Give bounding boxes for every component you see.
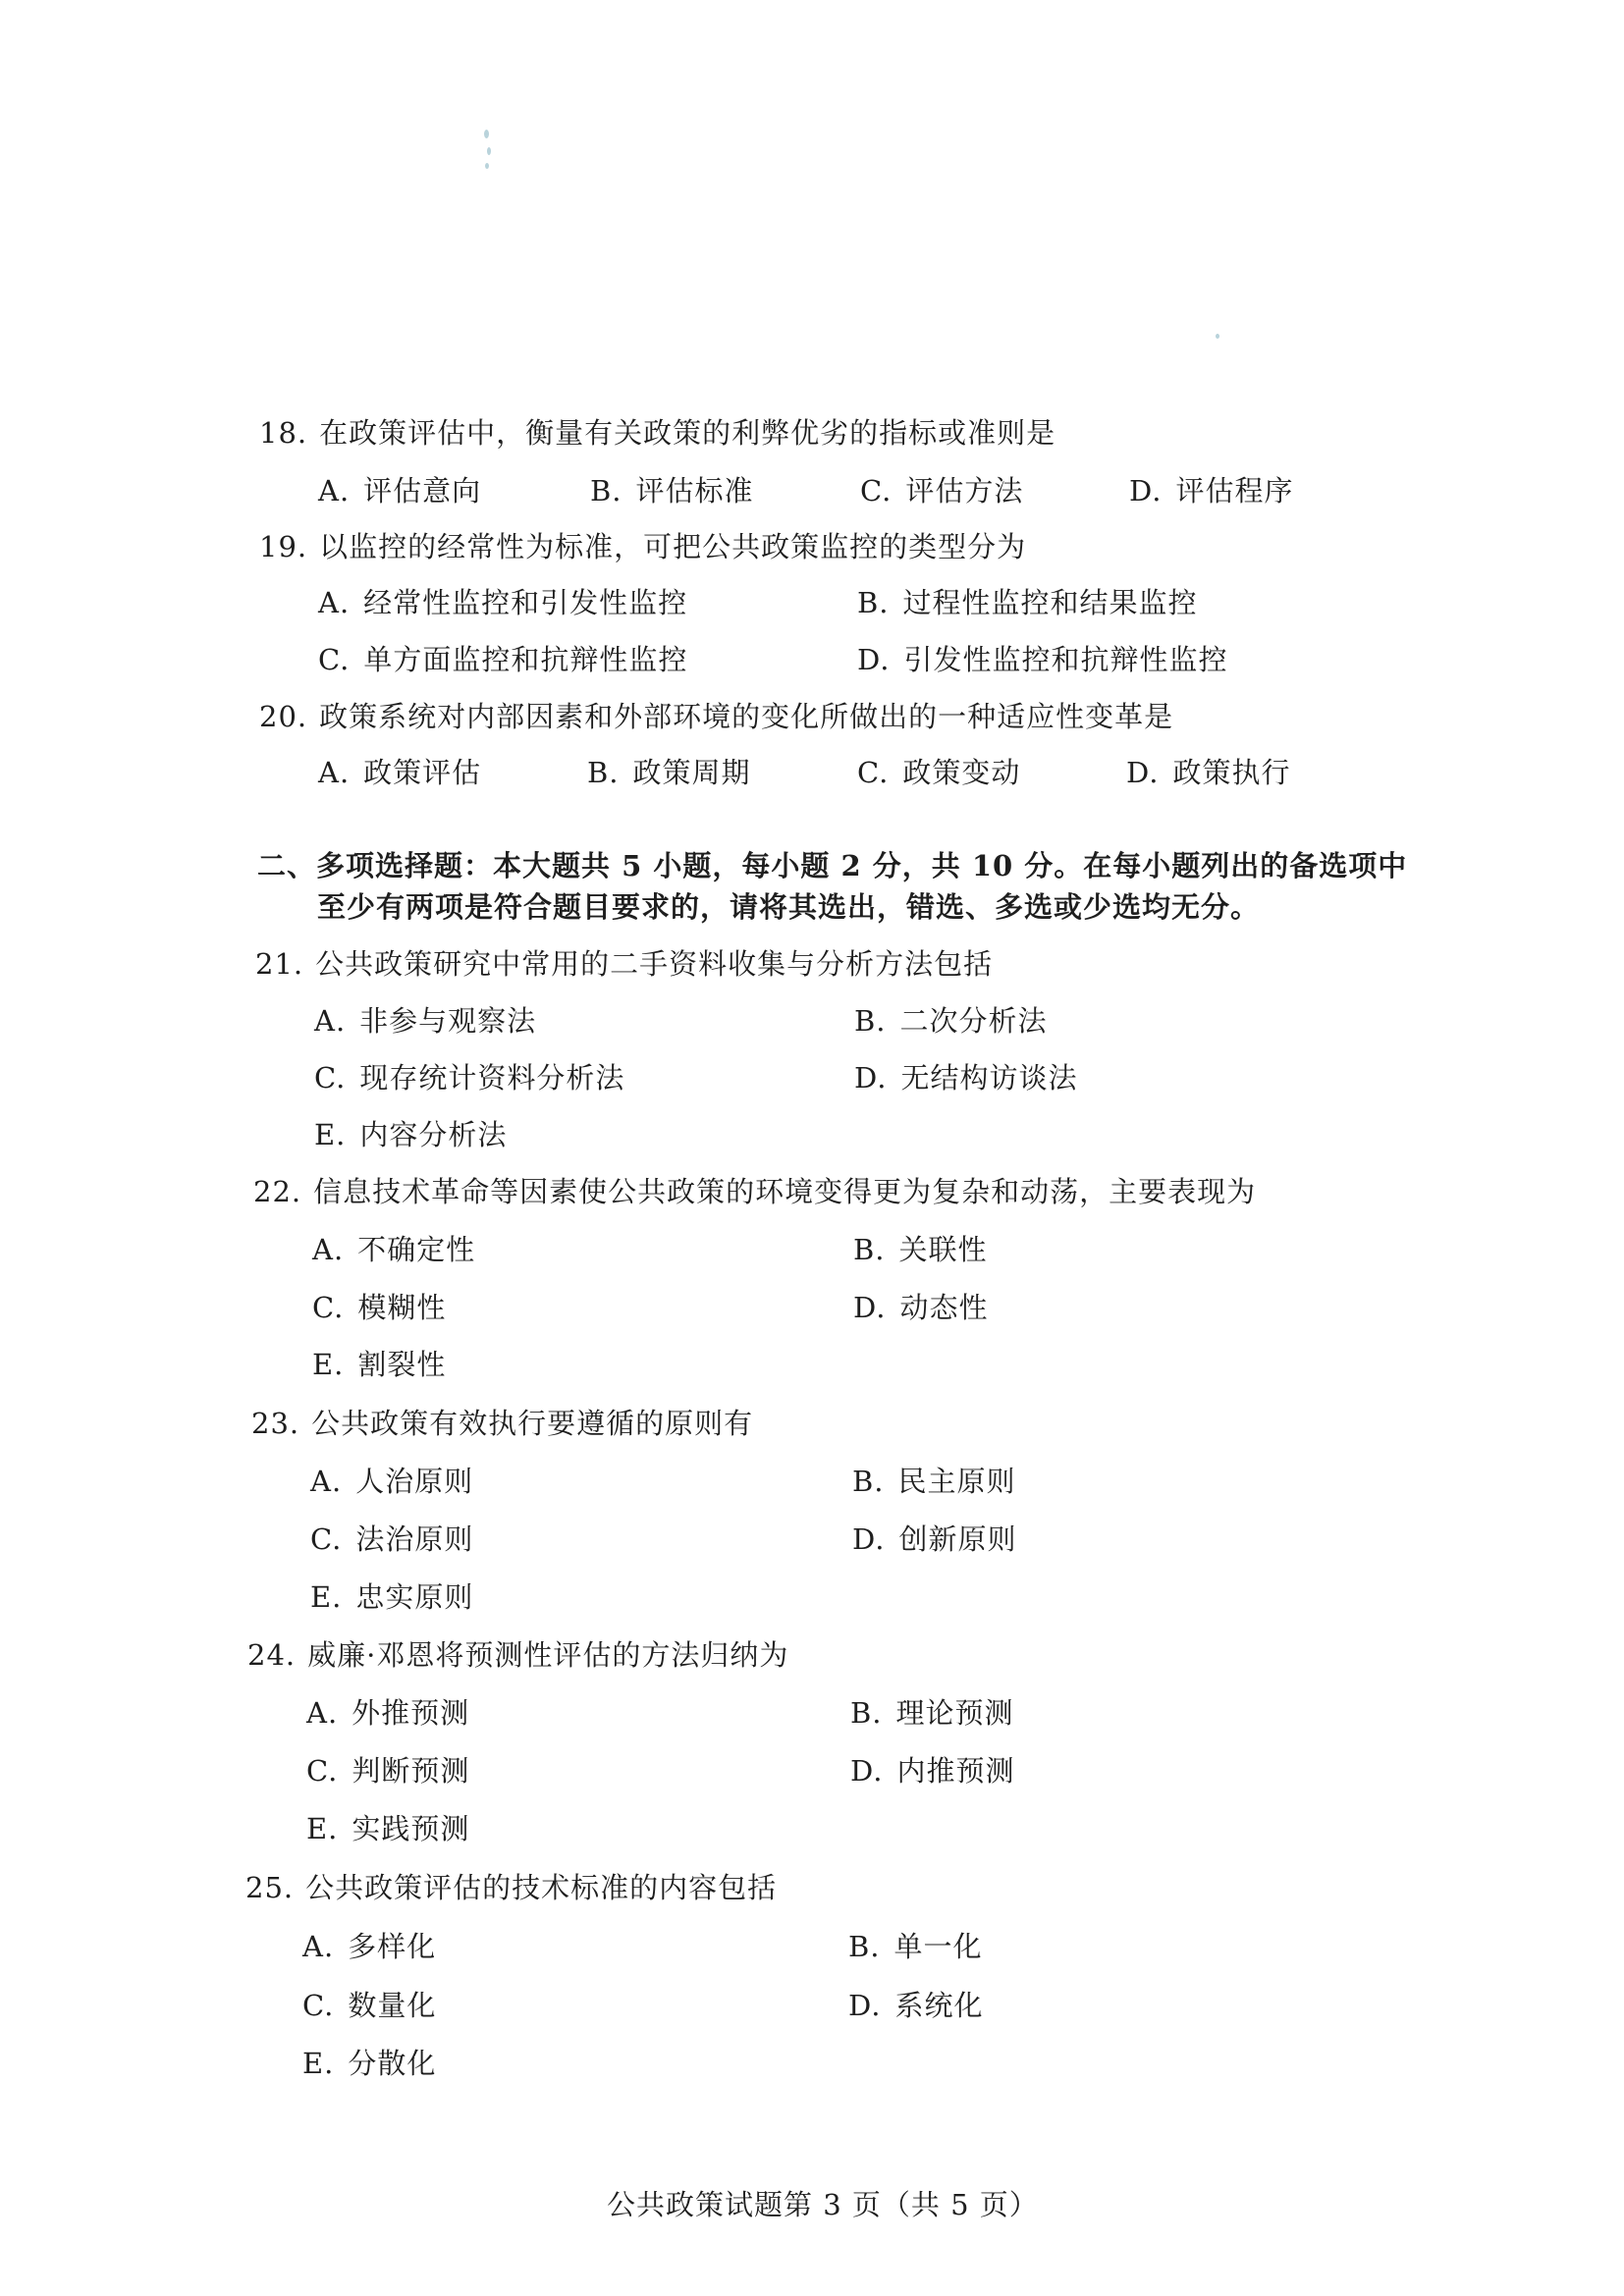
option-18-a — [318, 471, 481, 510]
question-25 — [245, 1868, 777, 1907]
option-25-d — [848, 1986, 983, 2025]
option-letter: C. — [312, 1291, 345, 1324]
option-19-c — [318, 640, 687, 679]
option-text: 经常性监控和引发性监控 — [363, 586, 688, 619]
question-text: 公共政策有效执行要遵循的原则有 — [311, 1407, 754, 1440]
option-letter: B. — [848, 1930, 881, 1963]
option-text: 内推预测 — [896, 1754, 1015, 1788]
scan-speck — [485, 163, 489, 169]
option-letter: A. — [302, 1930, 335, 1963]
option-text: 政策周期 — [632, 756, 751, 789]
option-letter: A. — [312, 1233, 345, 1266]
option-letter: B. — [587, 756, 620, 789]
question-text: 在政策评估中，衡量有关政策的利弊优劣的指标或准则是 — [319, 416, 1056, 450]
option-text: 实践预测 — [352, 1812, 470, 1845]
option-letter: D. — [850, 1754, 884, 1788]
question-text: 政策系统对内部因素和外部环境的变化所做出的一种适应性变革是 — [319, 700, 1174, 733]
option-letter: D. — [854, 1061, 888, 1095]
option-letter: E. — [314, 1118, 347, 1151]
option-text: 评估意向 — [363, 474, 482, 507]
option-20-a — [318, 753, 481, 792]
option-text: 无结构访谈法 — [900, 1061, 1078, 1095]
question-text: 公共政策评估的技术标准的内容包括 — [305, 1871, 778, 1904]
question-text: 公共政策研究中常用的二手资料收集与分析方法包括 — [315, 947, 994, 981]
option-25-c — [302, 1986, 436, 2025]
option-18-d — [1129, 471, 1293, 510]
question-21 — [255, 944, 993, 984]
option-24-b — [850, 1693, 1014, 1733]
section-heading-line-2: 至少有两项是符合题目要求的，请将其选出，错选、多选或少选均无分。 — [317, 890, 1261, 924]
option-letter: C. — [860, 474, 893, 507]
option-text: 评估方法 — [905, 474, 1024, 507]
option-text: 外推预测 — [352, 1696, 470, 1730]
option-22-e — [312, 1345, 446, 1384]
option-text: 现存统计资料分析法 — [359, 1061, 625, 1095]
scan-speck — [1216, 334, 1219, 339]
option-22-d — [853, 1288, 988, 1327]
option-23-d — [852, 1520, 1016, 1559]
question-number: 22. — [253, 1175, 302, 1208]
option-23-a — [310, 1462, 473, 1501]
option-letter: A. — [318, 474, 351, 507]
option-text: 判断预测 — [352, 1754, 470, 1788]
option-letter: E. — [310, 1580, 343, 1614]
option-letter: D. — [853, 1291, 887, 1324]
option-letter: C. — [314, 1061, 347, 1095]
option-25-a — [302, 1927, 436, 1966]
option-text: 分散化 — [348, 2047, 437, 2080]
option-text: 忠实原则 — [355, 1580, 474, 1614]
page-footer: 公共政策试题第 3 页（共 5 页） — [607, 2188, 1039, 2221]
question-number: 25. — [245, 1871, 295, 1904]
option-text: 二次分析法 — [899, 1004, 1048, 1038]
option-letter: B. — [854, 1004, 887, 1038]
option-letter: C. — [857, 756, 890, 789]
option-22-c — [312, 1288, 446, 1327]
question-number: 21. — [255, 947, 304, 981]
option-letter: A. — [310, 1465, 343, 1498]
option-text: 单方面监控和抗辩性监控 — [363, 643, 688, 676]
option-letter: E. — [306, 1812, 339, 1845]
question-22 — [253, 1172, 1256, 1211]
question-number: 18. — [259, 416, 308, 450]
option-24-d — [850, 1751, 1014, 1790]
option-text: 政策执行 — [1172, 756, 1291, 789]
option-18-b — [590, 471, 754, 510]
scan-speck — [487, 147, 491, 155]
option-letter: D. — [1126, 756, 1160, 789]
option-letter: C. — [318, 643, 351, 676]
option-24-e — [306, 1809, 469, 1848]
option-letter: A. — [306, 1696, 339, 1730]
question-20 — [259, 697, 1173, 736]
option-letter: D. — [857, 643, 891, 676]
option-22-b — [853, 1230, 988, 1269]
option-text: 政策变动 — [902, 756, 1021, 789]
option-letter: A. — [318, 756, 351, 789]
option-21-a — [314, 1001, 536, 1041]
option-text: 关联性 — [898, 1233, 988, 1266]
question-18 — [259, 413, 1056, 453]
option-letter: E. — [312, 1348, 345, 1381]
option-20-c — [857, 753, 1020, 792]
option-text: 数量化 — [348, 1989, 437, 2022]
option-text: 过程性监控和结果监控 — [902, 586, 1198, 619]
option-text: 割裂性 — [357, 1348, 447, 1381]
question-19 — [259, 527, 1026, 566]
scan-speck — [484, 130, 489, 138]
question-text: 信息技术革命等因素使公共政策的环境变得更为复杂和动荡，主要表现为 — [313, 1175, 1257, 1208]
option-19-b — [857, 583, 1198, 622]
option-text: 引发性监控和抗辩性监控 — [903, 643, 1228, 676]
section-heading-line-1: 二、多项选择题：本大题共 5 小题，每小题 2 分，共 10 分。在每小题列出的备选项中 — [257, 849, 1408, 882]
option-text: 多样化 — [348, 1930, 437, 1963]
option-text: 人治原则 — [355, 1465, 474, 1498]
option-20-d — [1126, 753, 1290, 792]
option-letter: C. — [306, 1754, 339, 1788]
question-number: 23. — [251, 1407, 300, 1440]
question-number: 24. — [247, 1638, 297, 1672]
option-letter: D. — [852, 1522, 886, 1556]
option-letter: A. — [318, 586, 351, 619]
question-number: 20. — [259, 700, 308, 733]
option-24-a — [306, 1693, 469, 1733]
option-text: 评估程序 — [1175, 474, 1294, 507]
option-text: 民主原则 — [897, 1465, 1016, 1498]
option-letter: C. — [302, 1989, 335, 2022]
option-letter: B. — [590, 474, 623, 507]
option-text: 非参与观察法 — [359, 1004, 537, 1038]
option-23-e — [310, 1577, 473, 1617]
option-21-b — [854, 1001, 1048, 1041]
option-text: 法治原则 — [355, 1522, 474, 1556]
option-21-e — [314, 1115, 507, 1154]
option-24-c — [306, 1751, 469, 1790]
option-text: 政策评估 — [363, 756, 482, 789]
option-letter: B. — [852, 1465, 885, 1498]
option-text: 系统化 — [894, 1989, 984, 2022]
option-letter: B. — [853, 1233, 886, 1266]
option-18-c — [860, 471, 1023, 510]
option-letter: D. — [848, 1989, 882, 2022]
option-letter: A. — [314, 1004, 347, 1038]
option-letter: E. — [302, 2047, 335, 2080]
option-25-b — [848, 1927, 983, 1966]
option-19-a — [318, 583, 687, 622]
option-text: 内容分析法 — [359, 1118, 508, 1151]
option-letter: D. — [1129, 474, 1163, 507]
option-letter: B. — [857, 586, 890, 619]
question-number: 19. — [259, 530, 308, 563]
option-20-b — [587, 753, 751, 792]
question-24 — [247, 1635, 788, 1675]
option-22-a — [312, 1230, 475, 1269]
option-text: 动态性 — [899, 1291, 989, 1324]
question-23 — [251, 1404, 753, 1443]
option-21-c — [314, 1058, 624, 1097]
option-letter: C. — [310, 1522, 343, 1556]
option-text: 不确定性 — [357, 1233, 476, 1266]
option-23-b — [852, 1462, 1016, 1501]
question-text: 以监控的经常性为标准，可把公共政策监控的类型分为 — [319, 530, 1027, 563]
option-21-d — [854, 1058, 1077, 1097]
option-19-d — [857, 640, 1227, 679]
option-letter: B. — [850, 1696, 883, 1730]
option-text: 单一化 — [893, 1930, 983, 1963]
question-text: 威廉·邓恩将预测性评估的方法归纳为 — [307, 1638, 789, 1672]
option-text: 理论预测 — [895, 1696, 1014, 1730]
option-text: 评估标准 — [635, 474, 754, 507]
option-25-e — [302, 2044, 436, 2083]
option-23-c — [310, 1520, 473, 1559]
option-text: 创新原则 — [898, 1522, 1017, 1556]
option-text: 模糊性 — [357, 1291, 447, 1324]
